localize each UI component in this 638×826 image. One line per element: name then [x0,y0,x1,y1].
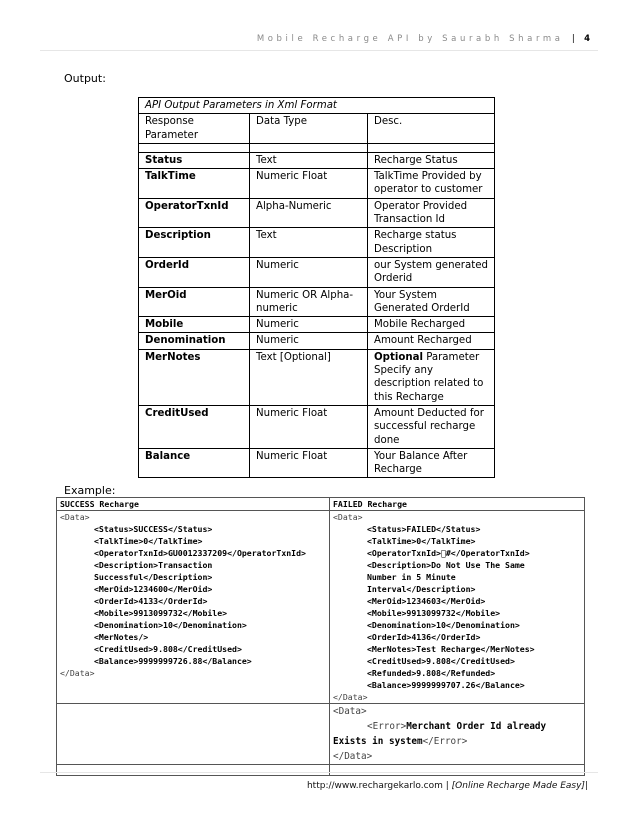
error-example-row [57,704,585,765]
param-name: Mobile [139,317,250,333]
param-name: Denomination [139,333,250,349]
xml-line: <Denomination>10</Denomination> [94,620,247,630]
xml-line: <CreditUsed>9.808</CreditUsed> [367,656,515,666]
param-type: Numeric [250,257,368,287]
examples-table [56,497,585,776]
footer-separator: | [445,781,449,791]
table-row [139,333,495,349]
param-name: OperatorTxnId [139,198,250,228]
param-desc [368,152,495,168]
footer-tagline: [Online Recharge Made Easy] [451,781,585,791]
examples-body-row [57,511,585,704]
output-label: Output: [64,72,106,85]
param-desc-text: Mobile Recharged [374,319,466,331]
xml-line: Interval</Description> [367,584,476,594]
param-type: Numeric OR Alpha-numeric [250,287,368,317]
param-type: Numeric Float [250,169,368,199]
param-type: Text [250,228,368,258]
param-desc [368,333,495,349]
data-open-tag: <Data> [333,706,367,717]
empty-cell [57,704,330,765]
empty-cell [57,765,330,776]
xml-line: <MerNotes/> [94,632,149,642]
xml-line: <Description>Transaction [94,560,213,570]
param-desc [368,317,495,333]
xml-line: <TalkTime>0</TalkTime> [94,536,203,546]
failed-header: FAILED Recharge [330,498,585,511]
xml-line: <TalkTime>0</TalkTime> [367,536,476,546]
page-number: 4 [584,34,590,44]
xml-line: <OrderId>4133</OrderId> [94,596,208,606]
column-header: Response Parameter [139,114,250,144]
xml-line: Number in 5 Minute [367,572,456,582]
column-header: Desc. [368,114,495,144]
error-message-line-2: Exists in system [333,736,423,747]
data-open-tag: <Data> [60,512,90,522]
xml-line: <OperatorTxnId> #</OperatorTxnId> [367,548,530,558]
success-xml-lines [60,523,326,667]
error-close-tag: </Error> [422,736,468,747]
param-type: Text [Optional] [250,349,368,405]
error-message-line-1: Merchant Order Id already [406,721,547,732]
output-params-table [138,97,495,478]
example-label: Example: [64,484,116,497]
param-name: Description [139,228,250,258]
data-close-tag: </Data> [333,692,368,702]
param-desc [368,287,495,317]
param-rows [139,152,495,478]
xml-line: <MerNotes>Test Recharge</MerNotes> [367,644,535,654]
param-desc-text: Recharge Status [374,154,458,166]
column-header: Data Type [250,114,368,144]
table-caption-row [139,98,495,114]
param-name: MerNotes [139,349,250,405]
param-desc-emphasis: Optional [374,351,423,363]
param-desc-text: Your Balance After Recharge [374,450,468,476]
param-desc [368,198,495,228]
page-footer [307,781,588,791]
table-row [139,287,495,317]
xml-line: <Mobile>9913099732</Mobile> [94,608,228,618]
table-row [139,152,495,168]
param-type: Text [250,152,368,168]
param-name: TalkTime [139,169,250,199]
param-desc-text: Operator Provided Transaction Id [374,200,468,226]
footer-separator: | [584,781,588,791]
xml-line: <Refunded>9.808</Refunded> [367,668,496,678]
failed-xml-lines [333,523,581,691]
header-divider [40,50,598,51]
param-type: Numeric Float [250,405,368,448]
empty-row [57,765,585,776]
empty-cell [330,765,585,776]
param-desc-text: Your System Generated OrderId [374,289,470,314]
table-row [139,198,495,228]
xml-line: <OrderId>4136</OrderId> [367,632,481,642]
data-close-tag: </Data> [60,668,95,678]
table-row [139,257,495,287]
xml-line: <Mobile>9913099732</Mobile> [367,608,501,618]
table-row [139,405,495,448]
param-desc-text: Parameter Specify any description related to this Recharge [374,351,484,403]
xml-line: <Status>FAILED</Status> [367,524,481,534]
param-desc-text: our System generated Orderid [374,259,488,285]
success-header: SUCCESS Recharge [57,498,330,511]
param-name: Balance [139,448,250,478]
table-row [139,349,495,405]
xml-line: Successful</Description> [94,572,213,582]
param-type: Numeric [250,333,368,349]
xml-line: <Status>SUCCESS</Status> [94,524,213,534]
param-type: Numeric Float [250,448,368,478]
examples-header-row [57,498,585,511]
table-row [139,448,495,478]
error-open-tag: <Error> [367,721,407,732]
param-desc-text: Amount Deducted for successful recharge done [374,407,484,446]
xml-line: <CreditUsed>9.808</CreditUsed> [94,644,242,654]
header-title: Mobile Recharge API by Saurabh Sharma [256,34,564,44]
success-example [57,511,330,704]
table-row [139,317,495,333]
param-type: Numeric [250,317,368,333]
param-desc [368,169,495,199]
param-desc-text: TalkTime Provided by operator to customer [374,171,483,196]
param-desc [368,448,495,478]
xml-line: <OperatorTxnId>GU0012337209</OperatorTxnId> [94,548,306,558]
param-name: Status [139,152,250,168]
footer-url[interactable]: http://www.rechargekarlo.com [306,781,443,791]
param-name: MerOid [139,287,250,317]
data-open-tag: <Data> [333,512,363,522]
xml-line: <Balance>9999999707.26</Balance> [367,680,525,690]
table-header-row [139,114,495,144]
xml-line: <Description>Do Not Use The Same [367,560,525,570]
footer-divider [40,772,598,773]
param-name: OrderId [139,257,250,287]
header-separator: | [571,34,576,44]
param-desc [368,405,495,448]
spacer-row [139,143,495,152]
data-close-tag: </Data> [333,751,373,762]
param-desc-text: Recharge status Description [374,230,457,255]
param-desc-text: Amount Recharged [374,335,472,347]
param-type: Alpha-Numeric [250,198,368,228]
xml-line: <Denomination>10</Denomination> [367,620,520,630]
xml-line: <MerOid>1234600</MerOid> [94,584,213,594]
param-desc [368,257,495,287]
table-caption: API Output Parameters in Xml Format [139,98,495,114]
param-desc [368,349,495,405]
param-name: CreditUsed [139,405,250,448]
xml-line: <Balance>9999999726.88</Balance> [94,656,252,666]
table-row [139,228,495,258]
xml-line: <MerOid>1234603</MerOid> [367,596,486,606]
page-header [257,34,590,44]
param-desc [368,228,495,258]
table-row [139,169,495,199]
error-example [330,704,585,765]
failed-example [330,511,585,704]
